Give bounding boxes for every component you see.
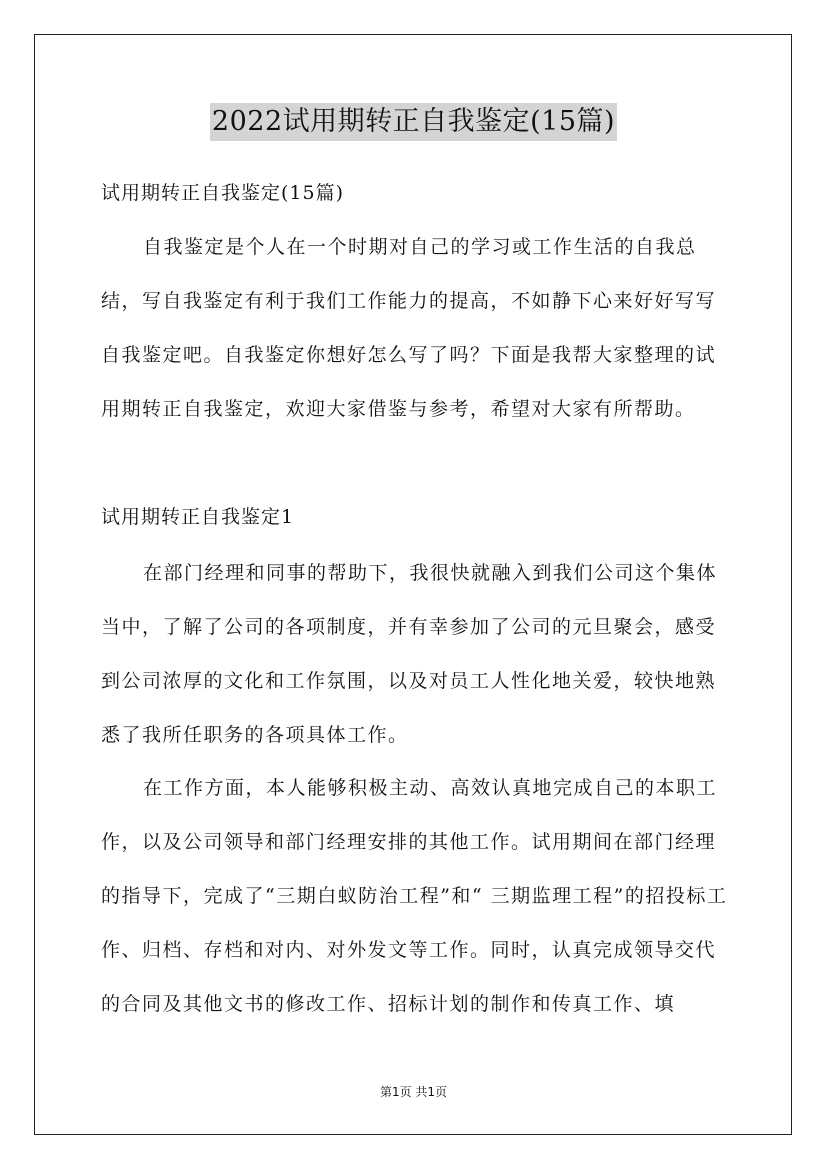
page-footer: 第1页 共1页 [379,1085,448,1099]
document-subtitle: 试用期转正自我鉴定(15篇) [101,182,345,204]
body-paragraph-1: 在部门经理和同事的帮助下，我很快就融入到我们公司这个集体当中，了解了公司的各项制度，并有幸参加了公司的元旦聚会，感受到公司浓厚的文化和工作氛围，以及对员工人性化地关爱，较快地熟悉了我所任职务的各项具体工作。 [101,562,718,746]
intro-paragraph: 自我鉴定是个人在一个时期对自己的学习或工作生活的自我总结，写自我鉴定有利于我们工作能力的提高，不如静下心来好好写写自我鉴定吧。自我鉴定你想好怎么写了吗？下面是我帮大家整理的试用期转正自我鉴定，欢迎大家借鉴与参考，希望对大家有所帮助。 [101,236,717,420]
document-title: 2022试用期转正自我鉴定(15篇) [210,103,617,141]
title-wrap [0,103,827,141]
body-paragraph-2: 在工作方面，本人能够积极主动、高效认真地完成自己的本职工作，以及公司领导和部门经理安排的其他工作。试用期间在部门经理的指导下，完成了“三期白蚁防治工程”和“ 三期监理工程”的招投标工作、归档、存档和对内、对外发文等工作。同时，认真完成领导交代的合同及其他文书的修改工作、招标计划的制作和传真工作、填 [101,777,728,1015]
section-heading: 试用期转正自我鉴定1 [101,506,295,528]
